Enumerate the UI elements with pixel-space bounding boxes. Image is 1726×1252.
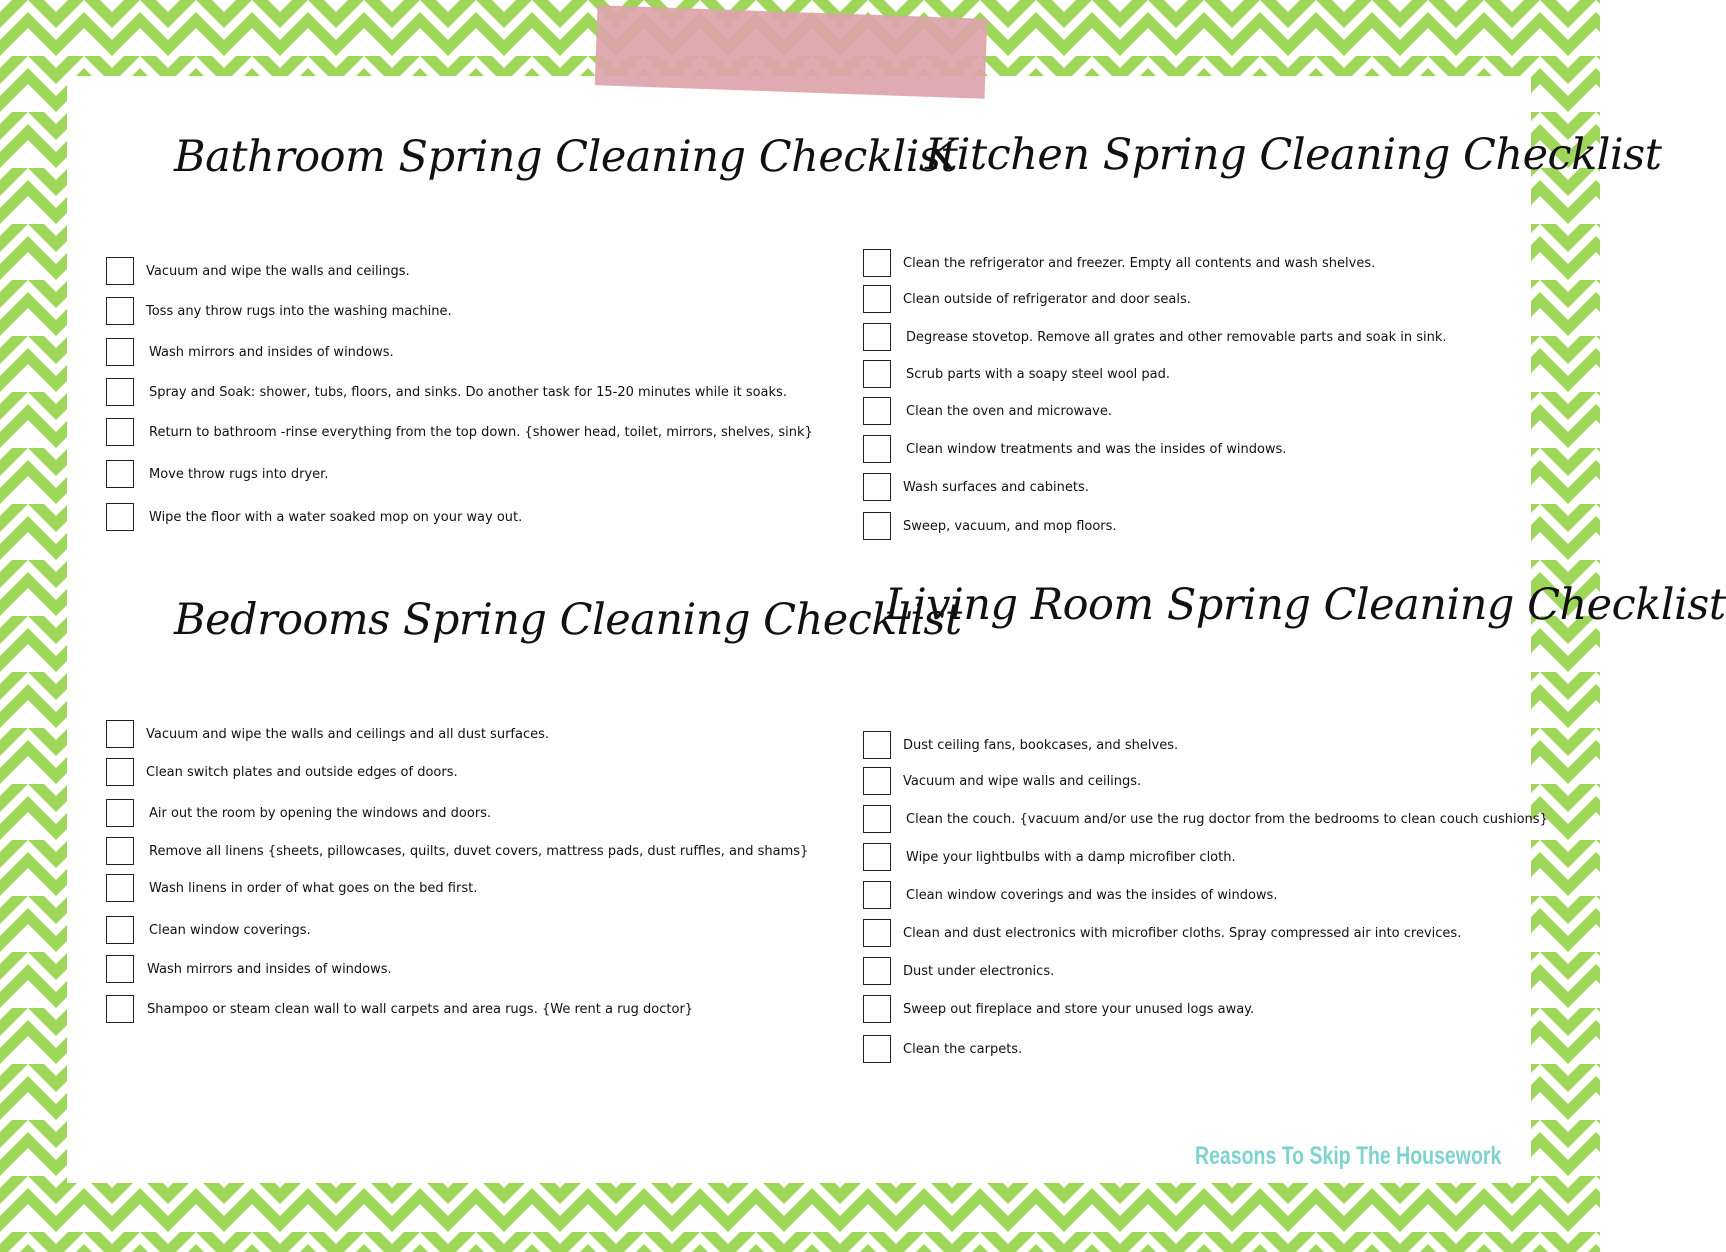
living-room-item[interactable] — [863, 804, 1548, 834]
checkbox[interactable] — [863, 767, 891, 795]
bedrooms-item[interactable] — [106, 954, 392, 984]
checkbox[interactable] — [863, 512, 891, 540]
item-label: Clean switch plates and outside edges of doors. — [146, 764, 458, 780]
living-room-item[interactable] — [863, 956, 1054, 986]
checkbox[interactable] — [106, 758, 134, 786]
living-room-item[interactable] — [863, 1034, 1022, 1064]
checkbox[interactable] — [863, 249, 891, 277]
living-room-item[interactable] — [863, 730, 1178, 760]
living-room-item[interactable] — [863, 994, 1254, 1024]
item-label: Remove all linens {sheets, pillowcases, quilts, duvet covers, mattress pads, dust ruffles, and shams} — [149, 843, 809, 859]
item-label: Spray and Soak: shower, tubs, floors, and sinks. Do another task for 15-20 minutes while it soaks. — [149, 384, 787, 400]
checkbox[interactable] — [106, 916, 134, 944]
checkbox[interactable] — [106, 874, 134, 902]
item-label: Clean the refrigerator and freezer. Empty all contents and wash shelves. — [903, 255, 1376, 271]
bedrooms-item[interactable] — [106, 719, 549, 749]
bathroom-item[interactable] — [106, 296, 452, 326]
item-label: Vacuum and wipe the walls and ceilings. — [146, 263, 410, 279]
bathroom-item[interactable] — [106, 417, 813, 447]
item-label: Return to bathroom -rinse everything from the top down. {shower head, toilet, mirrors, shelves, sink} — [149, 424, 813, 440]
bathroom-title: Bathroom Spring Cleaning Checklist — [174, 132, 958, 182]
checkbox[interactable] — [863, 397, 891, 425]
living-room-item[interactable] — [863, 918, 1461, 948]
living-room-item[interactable] — [863, 880, 1277, 910]
bedrooms-item[interactable] — [106, 873, 477, 903]
checkbox[interactable] — [863, 323, 891, 351]
checkbox[interactable] — [106, 995, 134, 1023]
checkbox[interactable] — [863, 731, 891, 759]
kitchen-item[interactable] — [863, 511, 1117, 541]
checkbox[interactable] — [106, 460, 134, 488]
brand-watermark: Reasons To Skip The Housework — [1195, 1142, 1502, 1170]
kitchen-item[interactable] — [863, 396, 1112, 426]
checkbox[interactable] — [863, 473, 891, 501]
bedrooms-item[interactable] — [106, 836, 808, 866]
item-label: Clean window treatments and was the insides of windows. — [906, 441, 1287, 457]
checkbox[interactable] — [106, 799, 134, 827]
living-room-item[interactable] — [863, 766, 1141, 796]
checkbox[interactable] — [106, 837, 134, 865]
kitchen-item[interactable] — [863, 434, 1286, 464]
item-label: Clean the carpets. — [903, 1041, 1023, 1057]
checkbox[interactable] — [863, 995, 891, 1023]
item-label: Sweep, vacuum, and mop floors. — [903, 518, 1117, 534]
item-label: Wash linens in order of what goes on the bed first. — [149, 880, 478, 896]
kitchen-checklist — [863, 130, 1662, 534]
bathroom-item[interactable] — [106, 377, 787, 407]
checkbox[interactable] — [863, 843, 891, 871]
item-label: Clean outside of refrigerator and door seals. — [903, 291, 1191, 307]
bathroom-item[interactable] — [106, 337, 394, 367]
item-label: Clean and dust electronics with microfiber cloths. Spray compressed air into crevices. — [903, 925, 1462, 941]
item-label: Wash surfaces and cabinets. — [903, 479, 1089, 495]
item-label: Toss any throw rugs into the washing machine. — [146, 303, 452, 319]
item-label: Wipe your lightbulbs with a damp microfiber cloth. — [906, 849, 1236, 865]
living-room-title: Living Room Spring Cleaning Checklist — [885, 580, 1726, 630]
item-label: Sweep out fireplace and store your unused logs away. — [903, 1001, 1255, 1017]
item-label: Clean window coverings and was the insides of windows. — [906, 887, 1278, 903]
checkbox[interactable] — [106, 297, 134, 325]
bathroom-item[interactable] — [106, 256, 410, 286]
item-label: Vacuum and wipe the walls and ceilings and all dust surfaces. — [146, 726, 550, 742]
bathroom-item[interactable] — [106, 502, 522, 532]
item-label: Shampoo or steam clean wall to wall carpets and area rugs. {We rent a rug doctor} — [147, 1001, 694, 1017]
item-label: Dust ceiling fans, bookcases, and shelves. — [903, 737, 1179, 753]
checkbox[interactable] — [863, 957, 891, 985]
kitchen-item[interactable] — [863, 359, 1170, 389]
bedrooms-item[interactable] — [106, 798, 491, 828]
item-label: Clean the oven and microwave. — [906, 403, 1112, 419]
bedrooms-item[interactable] — [106, 757, 458, 787]
checkbox[interactable] — [106, 378, 134, 406]
item-label: Scrub parts with a soapy steel wool pad. — [906, 366, 1171, 382]
bedrooms-checklist — [106, 595, 962, 1017]
checkbox[interactable] — [106, 257, 134, 285]
bedrooms-title: Bedrooms Spring Cleaning Checklist — [174, 595, 962, 645]
bathroom-item[interactable] — [106, 459, 328, 489]
checkbox[interactable] — [863, 285, 891, 313]
item-label: Vacuum and wipe walls and ceilings. — [903, 773, 1142, 789]
checkbox[interactable] — [863, 360, 891, 388]
checkbox[interactable] — [106, 955, 134, 983]
living-room-checklist — [863, 580, 1726, 1057]
checkbox[interactable] — [863, 435, 891, 463]
living-room-item[interactable] — [863, 842, 1236, 872]
checkbox[interactable] — [106, 503, 134, 531]
checkbox[interactable] — [863, 919, 891, 947]
bathroom-checklist — [106, 132, 958, 525]
checkbox[interactable] — [106, 418, 134, 446]
item-label: Clean the couch. {vacuum and/or use the rug doctor from the bedrooms to clean couch cushions} — [906, 811, 1548, 827]
item-label: Clean window coverings. — [149, 922, 311, 938]
kitchen-item[interactable] — [863, 284, 1191, 314]
item-label: Wash mirrors and insides of windows. — [147, 961, 392, 977]
item-label: Air out the room by opening the windows and doors. — [149, 805, 492, 821]
kitchen-item[interactable] — [863, 322, 1447, 352]
washi-tape-decoration — [595, 5, 988, 99]
item-label: Move throw rugs into dryer. — [149, 466, 329, 482]
kitchen-item[interactable] — [863, 248, 1375, 278]
item-label: Wash mirrors and insides of windows. — [149, 344, 394, 360]
kitchen-title: Kitchen Spring Cleaning Checklist — [925, 130, 1662, 180]
checkbox[interactable] — [106, 720, 134, 748]
item-label: Dust under electronics. — [903, 963, 1055, 979]
bedrooms-item[interactable] — [106, 915, 311, 945]
item-label: Degrease stovetop. Remove all grates and other removable parts and soak in sink. — [906, 329, 1447, 345]
bedrooms-item[interactable] — [106, 994, 693, 1024]
kitchen-item[interactable] — [863, 472, 1089, 502]
checkbox[interactable] — [863, 881, 891, 909]
checkbox[interactable] — [106, 338, 134, 366]
checkbox[interactable] — [863, 805, 891, 833]
checkbox[interactable] — [863, 1035, 891, 1063]
item-label: Wipe the floor with a water soaked mop on your way out. — [149, 509, 523, 525]
